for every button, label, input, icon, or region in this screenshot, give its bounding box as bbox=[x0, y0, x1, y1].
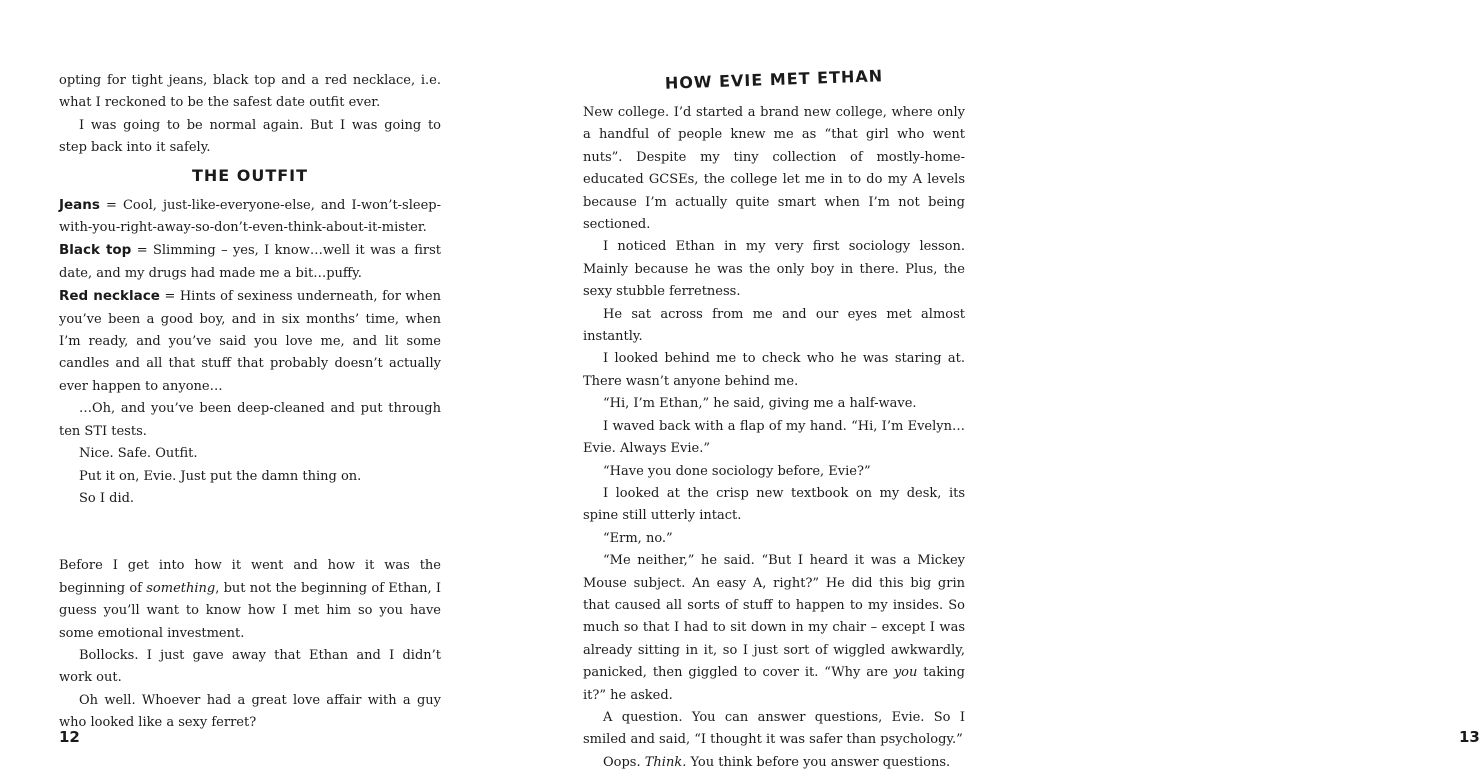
paragraph: Oh well. Whoever had a great love affair with a guy who looked like a sexy ferret? bbox=[59, 692, 441, 731]
paragraph: A question. You can answer questions, Evie. So I smiled and said, “I thought it was safer than psychology.” bbox=[583, 709, 965, 748]
text-run: You think before you answer questions. bbox=[686, 754, 951, 770]
outfit-item-red-necklace bbox=[59, 285, 441, 398]
paragraph: “Hi, I’m Ethan,” he said, giving me a half-wave. bbox=[603, 396, 917, 412]
text-run: taking it?” he asked. bbox=[583, 665, 965, 703]
emphasis: Think. bbox=[644, 754, 687, 770]
text-run: “Me neither,” he said. “But I heard it was a Mickey Mouse subject. An easy A, right?” He did this big grin that caused all sorts of stuff to happen to my insides. So much so that I had to sit down in my chair – except I was already sitting in it, so I just sort of wiggled awkwardly, panicked, then giggled to cover it. “Why are bbox=[583, 553, 965, 681]
left-text-column bbox=[59, 70, 441, 735]
section-heading-outfit: THE OUTFIT bbox=[191, 165, 309, 185]
page-number-left: 12 bbox=[59, 728, 80, 746]
paragraph bbox=[583, 550, 965, 707]
emphasis: something bbox=[146, 580, 216, 596]
paragraph: …Oh, and you’ve been deep-cleaned and put through ten STI tests. bbox=[59, 401, 441, 439]
paragraph: I was going to be normal again. But I was going to step back into it safely. bbox=[59, 117, 441, 156]
right-text-column bbox=[583, 66, 965, 774]
outfit-description: = Hints of sexiness underneath, for when you’ve been a good boy, and in six months’ time, when I’m ready, and you’ve said you love me, and lit some candles and all that stuff that probably doesn’t actually ever happen to anyone… bbox=[59, 289, 441, 394]
outfit-term: Red necklace bbox=[59, 288, 160, 305]
paragraph: Bollocks. I just gave away that Ethan and I didn’t work out. bbox=[59, 647, 441, 686]
section-break bbox=[59, 510, 441, 555]
paragraph: New college. I’d started a brand new college, where only a handful of people knew me as “that girl who went nuts”. Despite my tiny collection of mostly-home-educated GCSEs, the college let me in to do my A levels because I’m actually quite smart when I’m not being sectioned. bbox=[583, 105, 965, 233]
paragraph: Put it on, Evie. Just put the damn thing on. bbox=[79, 468, 362, 484]
outfit-item-jeans bbox=[59, 194, 441, 240]
emphasis: you bbox=[893, 665, 918, 681]
paragraph: “Erm, no.” bbox=[603, 530, 673, 546]
paragraph: I waved back with a flap of my hand. “Hi, I’m Evelyn…Evie. Always Evie.” bbox=[583, 418, 965, 457]
outfit-description: = Slimming – yes, I know…well it was a first date, and my drugs had made me a bit…puffy. bbox=[59, 243, 441, 281]
paragraph: “Have you done sociology before, Evie?” bbox=[603, 463, 871, 479]
paragraph: I looked behind me to check who he was staring at. There wasn’t anyone behind me. bbox=[583, 351, 965, 389]
outfit-term: Jeans bbox=[59, 196, 100, 213]
outfit-term: Black top bbox=[59, 242, 132, 259]
left-page bbox=[0, 0, 512, 780]
text-run: , but not the beginning of Ethan, I guess you’ll want to know how I met him so you have some emotional investment. bbox=[59, 580, 441, 641]
text-run: Before I get into how it went and how it was the beginning of bbox=[59, 558, 441, 596]
right-page bbox=[512, 0, 1480, 780]
paragraph bbox=[583, 752, 965, 774]
paragraph: I noticed Ethan in my very first sociology lesson. Mainly because he was the only boy in there. Plus, the sexy stubble ferretness. bbox=[583, 239, 965, 300]
paragraph: He sat across from me and our eyes met almost instantly. bbox=[583, 306, 965, 345]
outfit-item-black-top bbox=[59, 239, 441, 285]
text-run: Oops. bbox=[603, 754, 645, 770]
paragraph: So I did. bbox=[79, 490, 135, 506]
chapter-heading: HOW EVIE MET ETHAN bbox=[664, 66, 884, 93]
outfit-description: = Cool, just-like-everyone-else, and I-won’t-sleep-with-you-right-away-so-don’t-even-think-about-it-mister. bbox=[59, 197, 441, 236]
paragraph: I looked at the crisp new textbook on my desk, its spine still utterly intact. bbox=[583, 485, 965, 524]
paragraph: Nice. Safe. Outfit. bbox=[79, 446, 198, 462]
paragraph: opting for tight jeans, black top and a red necklace, i.e. what I reckoned to be the safest date outfit ever. bbox=[59, 73, 441, 111]
page-number-right: 13 bbox=[1459, 728, 1480, 746]
paragraph bbox=[59, 555, 441, 645]
